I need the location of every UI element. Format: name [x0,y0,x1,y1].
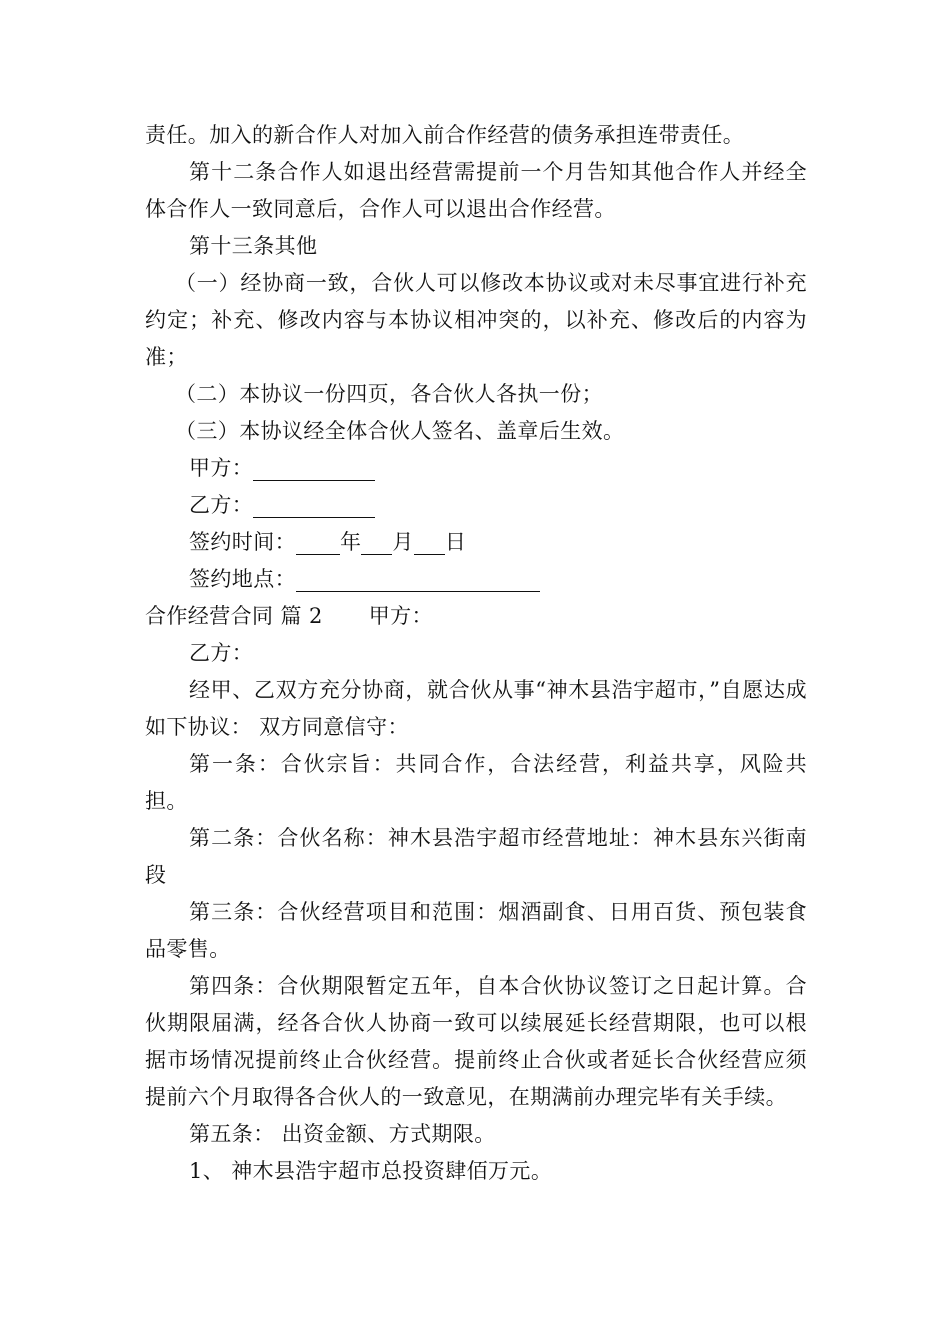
party-b-label: 乙方： [189,493,254,517]
paragraph-clause-2: （二）本协议一份四页，各合伙人各执一份； [175,382,603,406]
sign-place-label: 签约地点： [189,567,296,591]
document-body [145,117,807,1190]
place-blank [296,567,540,592]
signature-party-a [145,450,807,487]
section-2-party-a: 甲方： [368,604,433,628]
paragraph-continuation: 责任。加入的新合作人对加入前合作经营的债务承担连带责任。 [145,123,745,147]
paragraph-article-3: 第三条：合伙经营项目和范围：烟酒副食、日用百货、预包装食品零售。 [145,900,807,961]
signature-party-b [145,487,807,524]
paragraph-article-2: 第二条：合伙名称：神木县浩宇超市经营地址：神木县东兴街南段 [145,826,807,887]
sign-time-label: 签约时间： [189,530,296,554]
paragraph-item-1: 1、 神木县浩宇超市总投资肆佰万元。 [189,1159,553,1183]
year-blank [296,530,340,555]
party-a-blank [253,456,375,481]
party-a-label: 甲方： [189,456,254,480]
paragraph-article-13-heading: 第十三条其他 [189,234,318,258]
paragraph-article-4: 第四条：合伙期限暂定五年，自本合伙协议签订之日起计算。合伙期限届满，经各合伙人协商一致可以续展延长经营期限，也可以根据市场情况提前终止合伙经营。提前终止合伙或者延长合伙经营应须提前六个月取得各合伙人的一致意见，在期满前办理完毕有关手续。 [145,974,807,1109]
party-b-blank [253,493,375,518]
section-2-heading [145,598,807,635]
day-label: 日 [444,530,467,554]
section-2-party-b: 乙方： [189,641,254,665]
paragraph-article-1: 第一条：合伙宗旨：共同合作，合法经营，利益共享，风险共担。 [145,752,807,813]
paragraph-article-12: 第十二条合作人如退出经营需提前一个月告知其他合作人并经全体合作人一致同意后，合作人可以退出合作经营。 [145,160,807,221]
day-blank [414,530,445,555]
paragraph-agreement-intro: 经甲、乙双方充分协商，就合伙从事“神木县浩宇超市，”自愿达成如下协议： 双方同意信守： [145,678,807,739]
paragraph-clause-1: （一）经协商一致，合伙人可以修改本协议或对未尽事宜进行补充约定；补充、修改内容与本协议相冲突的，以补充、修改后的内容为准； [145,271,807,369]
month-blank [361,530,392,555]
paragraph-article-5: 第五条： 出资金额、方式期限。 [189,1122,496,1146]
paragraph-clause-3: （三）本协议经全体合伙人签名、盖章后生效。 [175,419,625,443]
month-label: 月 [392,530,414,554]
signature-time [145,524,807,561]
section-2-title: 合作经营合同 篇 2 [145,604,323,628]
signature-place [145,561,807,598]
year-label: 年 [340,530,362,554]
